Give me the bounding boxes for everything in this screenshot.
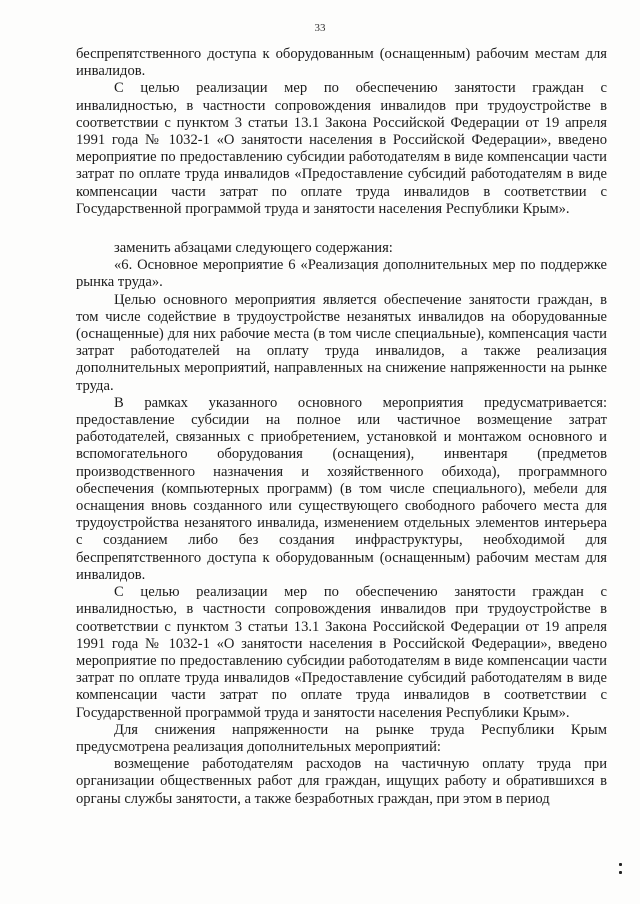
page-number: 33 [314, 22, 326, 34]
paragraph-2: С целью реализации мер по обеспечению занятости граждан с инвалидностью, в частности сопровождения инвалидов при трудоустройстве в соответствии с пунктом 3 статьи 13.1 Закона Российской Федерации от 19 апреля 1991 года № 1032-1 «О занятости населения в Российской Федерации», введено мероприятие по предоставлению субсидии работодателям в виде компенсации части затрат по оплате труда инвалидов «Предоставление субсидий работодателям в виде компенсации части затрат по оплате труда инвалидов в соответствии с Государственной программой труда и занятости населения Республики Крым». [76, 80, 607, 217]
paragraph-9: возмещение работодателям расходов на частичную оплату труда при организации общественных работ для граждан, ищущих работу и обратившихся в органы службы занятости, а также безработных граждан, при этом в период [76, 756, 607, 807]
document-body [76, 46, 607, 808]
paragraph-4: «6. Основное мероприятие 6 «Реализация дополнительных мер по поддержке рынка труда». [76, 257, 607, 291]
scan-artifact [619, 871, 622, 874]
paragraph-8: Для снижения напряженности на рынке труда Республики Крым предусмотрена реализация дополнительных мероприятий: [76, 721, 607, 755]
paragraph-3: заменить абзацами следующего содержания: [114, 240, 393, 257]
scan-artifact [619, 863, 622, 866]
paragraph-6: В рамках указанного основного мероприятия предусматривается: предоставление субсидии на полное или частичное возмещение затрат работодателей, связанных с приобретением, установкой и монтажом основного и вспомогательного оборудования (оснащения), инвентаря (предметов производственного назначения и хозяйственного обихода), программного обеспечения (компьютерных программ) (в том числе специального), мебели для оснащения вновь созданного или существующего свободного рабочего места для трудоустройства незанятого инвалида, изменением отдельных элементов интерьера с созданием либо без создания инфраструктуры, необходимой для беспрепятственного доступа к оборудованным (оснащенным) рабочим местам для инвалидов. [76, 394, 607, 583]
paragraph-5: Целью основного мероприятия является обеспечение занятости граждан, в том числе содействие в трудоустройстве незанятых инвалидов на оборудованные (оснащенные) для них рабочие места (в том числе специальные), компенсация части затрат работодателей на оплату труда инвалидов, а также реализация дополнительных мероприятий, направленных на снижение напряженности на рынке труда. [76, 291, 607, 394]
paragraph-1: беспрепятственного доступа к оборудованным (оснащенным) рабочим местам для инвалидов. [76, 46, 607, 80]
paragraph-7: С целью реализации мер по обеспечению занятости граждан с инвалидностью, в частности сопровождения инвалидов при трудоустройстве в соответствии с пунктом 3 статьи 13.1 Закона Российской Федерации от 19 апреля 1991 года № 1032-1 «О занятости населения в Российской Федерации», введено мероприятие по предоставлению субсидии работодателям в виде компенсации части затрат по оплате труда инвалидов «Предоставление субсидий работодателям в виде компенсации части затрат по оплате труда инвалидов в соответствии с Государственной программой труда и занятости населения Республики Крым». [76, 584, 607, 721]
